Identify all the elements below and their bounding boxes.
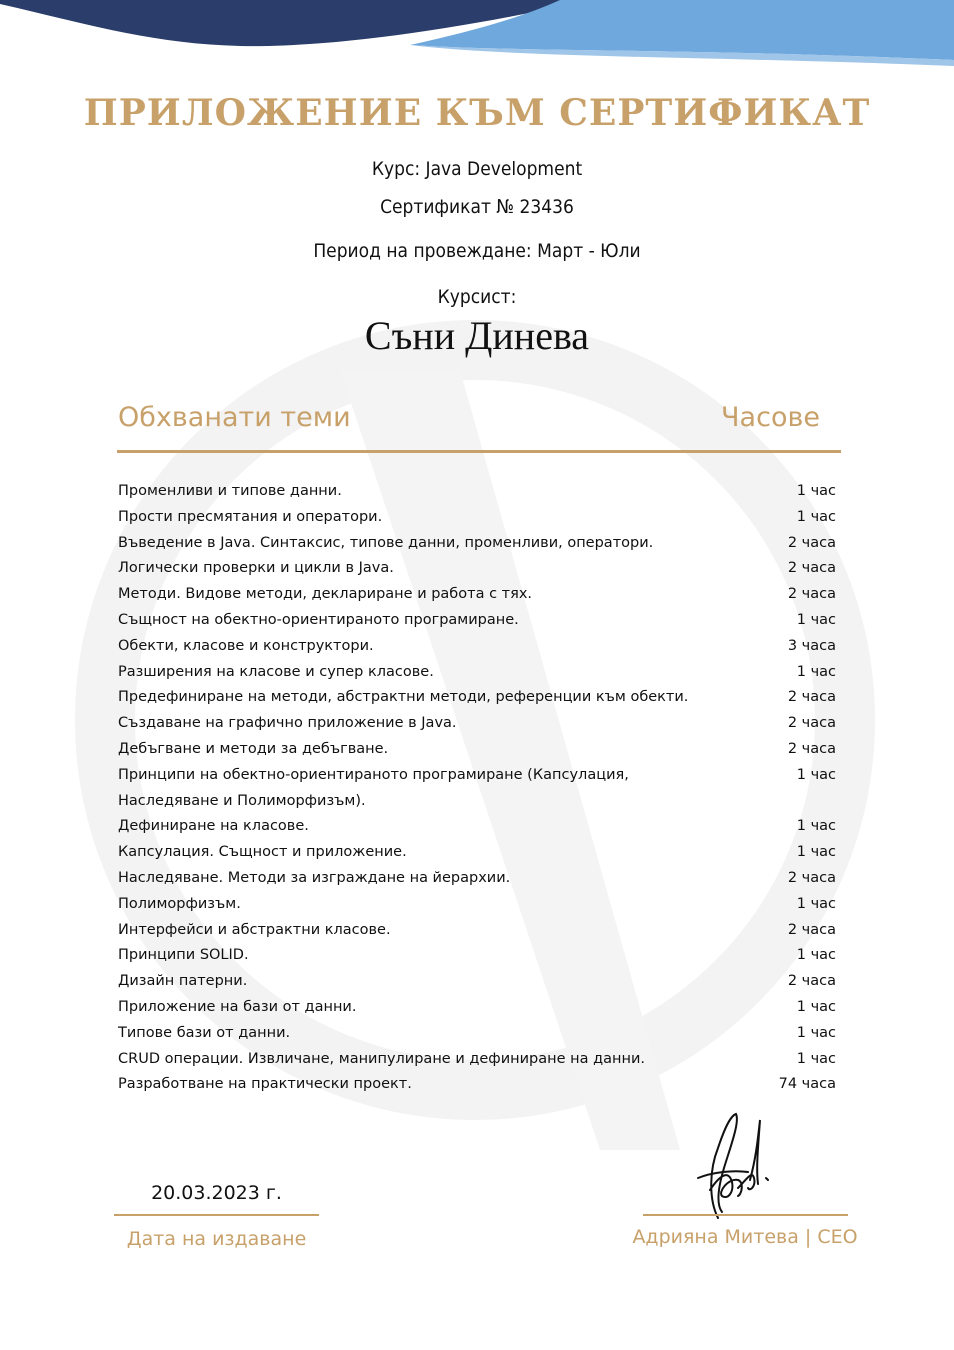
topic-cell: Дефиниране на класове. xyxy=(118,818,309,835)
topic-cell: Логически проверки и цикли в Java. xyxy=(118,560,394,577)
table-row xyxy=(118,711,836,737)
hours-cell: 2 часа xyxy=(787,560,836,577)
hours-cell: 2 часа xyxy=(787,715,836,732)
topics-table xyxy=(118,479,836,1098)
page-title: ПРИЛОЖЕНИЕ КЪМ СЕРТИФИКАТ xyxy=(83,92,871,134)
topic-cell: Наследяване. Методи за изграждане на йерархии. xyxy=(118,869,511,886)
topics-header: Обхванати теми xyxy=(118,402,351,433)
hours-cell: 2 часа xyxy=(787,869,836,886)
table-row xyxy=(118,479,836,505)
table-row xyxy=(118,763,836,815)
signer-name: Адрияна Митева | CEO xyxy=(632,1226,858,1248)
hours-cell: 2 часа xyxy=(787,586,836,603)
hours-cell: 1 час xyxy=(796,483,836,499)
date-underline xyxy=(114,1214,319,1216)
topic-cell: Разработване на практически проект. xyxy=(118,1076,412,1093)
table-row xyxy=(118,995,836,1021)
topic-cell: Прости пресмятания и оператори. xyxy=(118,508,383,525)
table-row xyxy=(118,582,836,608)
topic-cell: Разширения на класове и супер класове. xyxy=(118,663,434,680)
table-row xyxy=(118,969,836,995)
topic-cell: Променливи и типове данни. xyxy=(118,483,342,499)
header-wave-decoration xyxy=(0,0,954,70)
hours-cell: 3 часа xyxy=(787,637,836,654)
hours-cell: 1 час xyxy=(796,818,836,835)
hours-cell: 74 часа xyxy=(778,1076,836,1093)
topic-cell: Обекти, класове и конструктори. xyxy=(118,637,374,654)
hours-header: Часове xyxy=(721,402,820,433)
topic-cell: Създаване на графично приложение в Java. xyxy=(118,715,457,732)
student-name: Съни Динева xyxy=(364,313,590,358)
course-name: Курс: Java Development xyxy=(371,158,583,180)
table-row xyxy=(118,685,836,711)
hours-cell: 2 часа xyxy=(787,534,836,551)
table-row xyxy=(118,660,836,686)
table-row xyxy=(118,866,836,892)
hours-cell: 2 часа xyxy=(787,973,836,990)
hours-cell: 1 час xyxy=(796,1024,836,1041)
topic-cell: Дебъгване и методи за дебъгване. xyxy=(118,740,389,757)
hours-cell: 2 часа xyxy=(787,921,836,938)
student-label: Курсист: xyxy=(437,286,517,308)
table-row xyxy=(118,737,836,763)
hours-cell: 1 час xyxy=(796,508,836,525)
table-row xyxy=(118,556,836,582)
table-row xyxy=(118,531,836,557)
topic-cell: Капсулация. Същност и приложение. xyxy=(118,844,407,861)
topic-cell: CRUD операции. Извличане, манипулиране и дефиниране на данни. xyxy=(118,1050,646,1067)
topic-cell: Полиморфизъм. xyxy=(118,895,241,912)
hours-cell: 2 часа xyxy=(787,689,836,706)
certificate-number: Сертификат № 23436 xyxy=(380,196,574,218)
topic-cell: Дизайн патерни. xyxy=(118,973,248,990)
hours-cell: 1 час xyxy=(796,895,836,912)
table-row xyxy=(118,634,836,660)
hours-cell: 1 час xyxy=(796,998,836,1015)
signature-underline xyxy=(643,1214,848,1216)
topic-cell: Интерфейси и абстрактни класове. xyxy=(118,921,391,938)
table-row xyxy=(118,943,836,969)
topic-cell: Същност на обектно-ориентираното програмиране. xyxy=(118,611,519,628)
hours-cell: 1 час xyxy=(796,663,836,680)
table-row xyxy=(118,840,836,866)
topic-cell: Методи. Видове методи, деклариране и работа с тях. xyxy=(118,586,533,603)
topic-cell: Типове бази от данни. xyxy=(118,1024,291,1041)
topic-cell: Въведение в Java. Синтаксис, типове данни, променливи, оператори. xyxy=(118,534,654,551)
table-row xyxy=(118,1021,836,1047)
table-row xyxy=(118,505,836,531)
hours-cell: 1 час xyxy=(796,1050,836,1067)
course-period: Период на провеждане: Март - Юли xyxy=(313,240,641,262)
topic-cell: Приложение на бази от данни. xyxy=(118,998,357,1015)
hours-cell: 1 час xyxy=(796,947,836,964)
topic-cell: Предефиниране на методи, абстрактни методи, референции към обекти. xyxy=(118,689,689,706)
table-row xyxy=(118,608,836,634)
header-divider xyxy=(117,450,841,453)
table-row xyxy=(118,814,836,840)
hours-cell: 1 час xyxy=(796,844,836,861)
hours-cell: 2 часа xyxy=(787,740,836,757)
table-row xyxy=(118,892,836,918)
topic-cell: Принципи на обектно-ориентираното програмиране (Капсулация, Наследяване и Полиморфизъм). xyxy=(118,766,629,809)
table-row xyxy=(118,1047,836,1073)
hours-cell: 1 час xyxy=(796,766,836,783)
table-row xyxy=(118,1072,836,1098)
issue-date: 20.03.2023 г. xyxy=(151,1182,282,1204)
topic-cell: Принципи SOLID. xyxy=(118,947,249,964)
table-row xyxy=(118,918,836,944)
hours-cell: 1 час xyxy=(796,611,836,628)
issue-date-label: Дата на издаване xyxy=(126,1228,307,1250)
handwritten-signature xyxy=(688,1108,778,1230)
